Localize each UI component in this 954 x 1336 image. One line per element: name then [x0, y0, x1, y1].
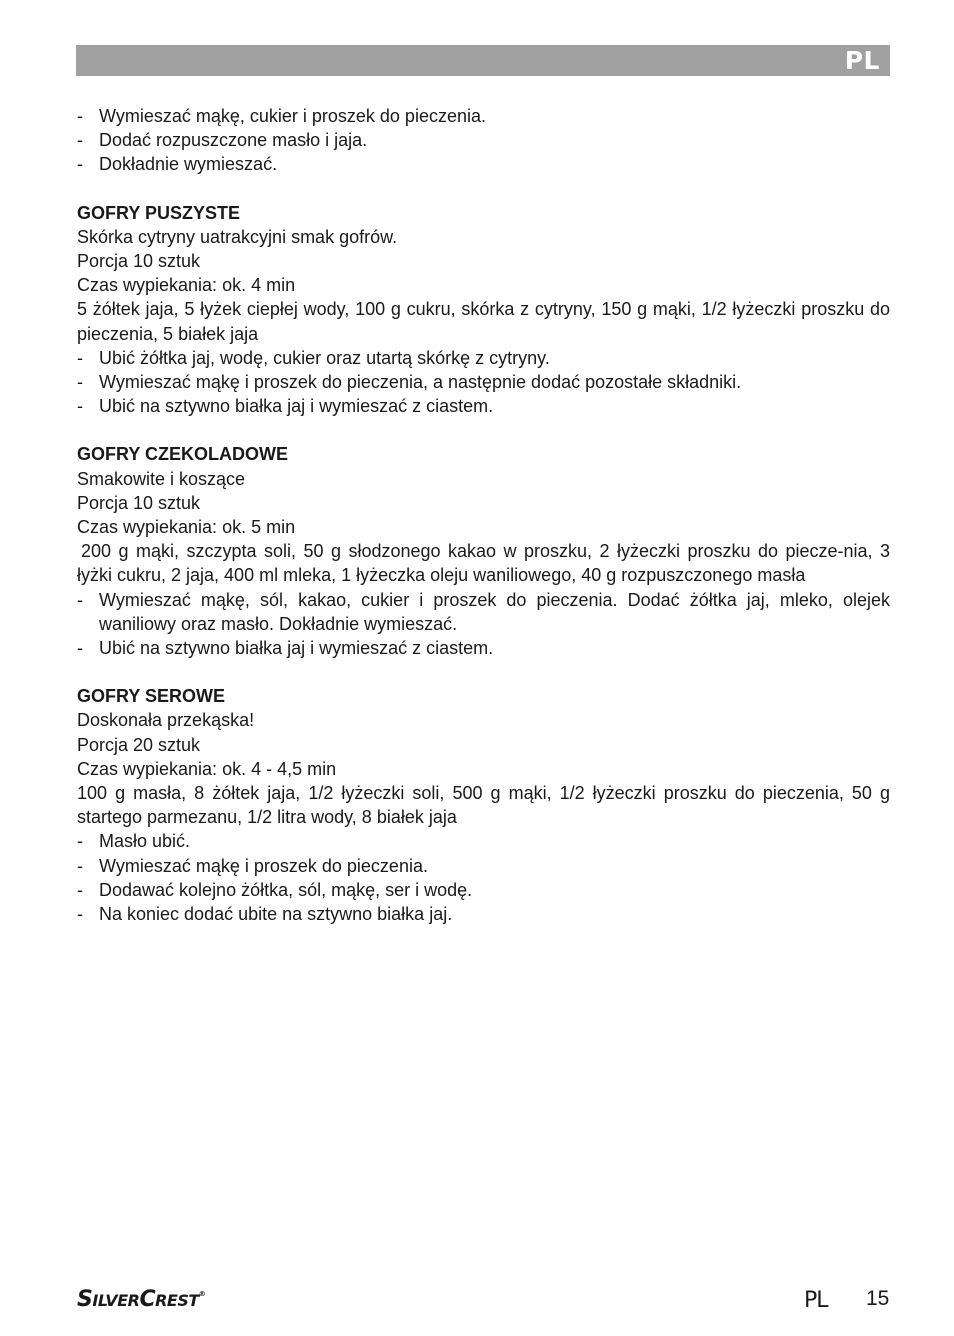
steps-list	[77, 588, 890, 661]
section-heading: GOFRY PUSZYSTE	[77, 202, 241, 223]
section-heading: GOFRY SEROWE	[77, 686, 226, 707]
portion-text: Porcja 10 sztuk	[77, 492, 201, 513]
page-number: 15	[866, 1287, 890, 1310]
section-subtitle: Skórka cytryny uatrakcyjni smak gofrów.	[77, 226, 398, 247]
list-item: - Wymieszać mąkę, cukier i proszek do pieczenia.	[77, 104, 890, 128]
recipe-section-czekoladowe	[77, 442, 890, 660]
list-item: - Dokładnie wymieszać.	[77, 152, 890, 176]
list-item: - Wymieszać mąkę i proszek do pieczenia, a następnie dodać pozostałe składniki.	[77, 370, 890, 394]
ingredients-text: 200 g mąki, szczypta soli, 50 g słodzonego kakao w proszku, 2 łyżeczki proszku do piecze-nia, 3 łyżki cukru, 2 jaja, 400 ml mleka, 1 łyżeczka oleju waniliowego, 40 g rozpuszczonego masła	[77, 541, 890, 586]
bake-time-text: Czas wypiekania: ok. 4 - 4,5 min	[77, 758, 337, 779]
list-item: - Wymieszać mąkę, sól, kakao, cukier i proszek do pieczenia. Dodać żółtka jaj, mleko, olejek waniliowy oraz masło. Dokładnie wymieszać.	[77, 588, 890, 636]
intro-steps	[77, 104, 890, 177]
steps-list	[77, 829, 890, 926]
portion-text: Porcja 10 sztuk	[77, 251, 201, 272]
recipe-section-serowe	[77, 684, 890, 926]
language-tag: PL	[844, 46, 880, 75]
list-item: - Masło ubić.	[77, 829, 890, 853]
section-subtitle: Doskonała przekąska!	[77, 710, 255, 731]
bake-time-text: Czas wypiekania: ok. 4 min	[77, 275, 296, 296]
list-item: - Ubić na sztywno białka jaj i wymieszać z ciastem.	[77, 394, 890, 418]
section-subtitle: Smakowite i koszące	[77, 468, 246, 489]
footer-language-tag: PL	[804, 1288, 828, 1313]
steps-list	[77, 346, 890, 419]
ingredients-text: 5 żółtek jaja, 5 łyżek ciepłej wody, 100 g cukru, skórka z cytryny, 150 g mąki, 1/2 łyżeczki proszku do pieczenia, 5 białek jaja	[77, 299, 890, 344]
list-item: - Dodawać kolejno żółtka, sól, mąkę, ser i wodę.	[77, 878, 890, 902]
ingredients-text: 100 g masła, 8 żółtek jaja, 1/2 łyżeczki soli, 500 g mąki, 1/2 łyżeczki proszku do pieczenia, 50 g startego parmezanu, 1/2 litra wody, 8 białek jaja	[77, 783, 890, 828]
recipe-section-puszyste	[77, 201, 890, 419]
portion-text: Porcja 20 sztuk	[77, 734, 201, 755]
list-item: - Dodać rozpuszczone masło i jaja.	[77, 128, 890, 152]
bake-time-text: Czas wypiekania: ok. 5 min	[77, 517, 296, 538]
list-item: - Na koniec dodać ubite na sztywno białka jaj.	[77, 902, 890, 926]
list-item: - Ubić żółtka jaj, wodę, cukier oraz utartą skórkę z cytryny.	[77, 346, 890, 370]
section-heading: GOFRY CZEKOLADOWE	[77, 444, 288, 465]
document-body	[77, 104, 890, 926]
brand-logo: SILVERCREST®	[77, 1287, 206, 1312]
list-item: - Ubić na sztywno białka jaj i wymieszać z ciastem.	[77, 636, 890, 660]
list-item: - Wymieszać mąkę i proszek do pieczenia.	[77, 854, 890, 878]
header-bar	[76, 45, 890, 76]
